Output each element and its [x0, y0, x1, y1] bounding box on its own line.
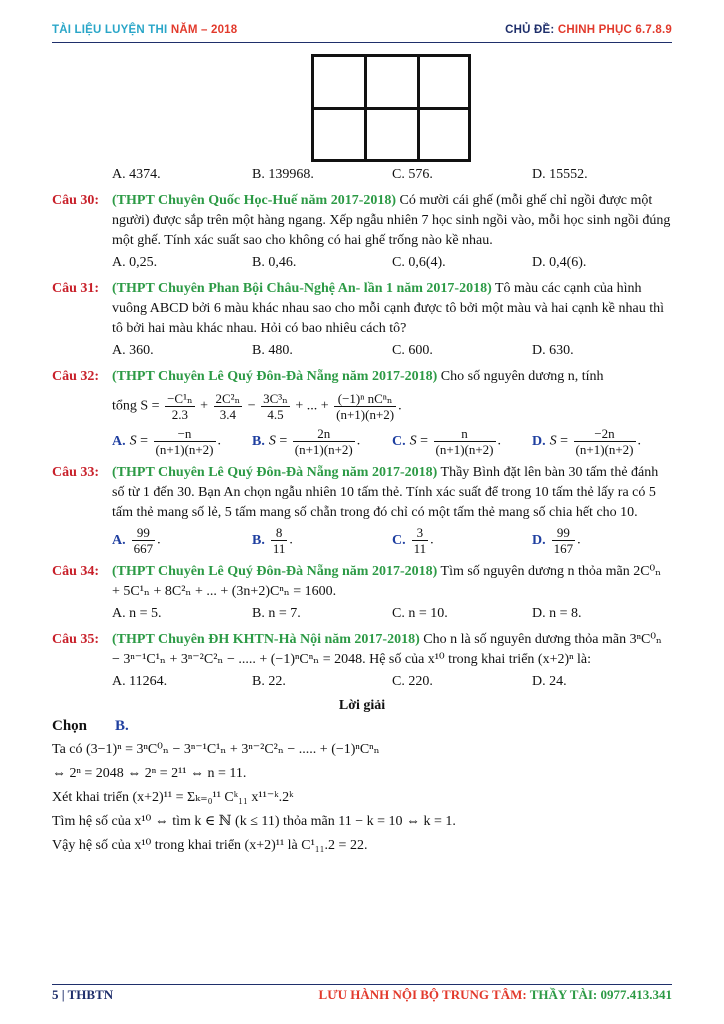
q31-option-d: D. 630.	[532, 343, 574, 358]
q30-option-d: D. 0,4(6).	[532, 255, 587, 270]
q29-option-a: A. 4374.	[112, 167, 161, 182]
q35-option-d: D. 24.	[532, 674, 567, 689]
solution-body	[52, 740, 672, 856]
header-series: TÀI LIỆU LUYỆN THI NĂM – 2018	[52, 24, 238, 36]
q33-option-c: C. $\frac{3}{11}$ .	[392, 525, 434, 556]
question-33: Câu 33: (THPT Chuyên Lê Quý Đôn-Đà Nẵng năm 2017-2018) Thầy Bình đặt lên bàn 30 tấm thẻ đánh số từ 1 đến 30. Bạn An chọn ngẫu nhiên 10 tấm thẻ. Tính xác suất để trong 10 tấm thẻ lấy ra có 5 tấm thẻ mang số lẻ, 5 tấm mang số chẵn trong đó chỉ có một tấm thẻ mang số chia hết cho 10.	[52, 465, 659, 520]
footer-notice: LƯU HÀNH NỘI BỘ TRUNG TÂM: THẦY TÀI: 0977.413.341	[318, 987, 672, 1002]
q35-source: (THPT Chuyên ĐH KHTN-Hà Nội năm 2017-2018)	[112, 632, 420, 647]
q33-source: (THPT Chuyên Lê Quý Đôn-Đà Nẵng năm 2017-2018)	[112, 465, 438, 480]
footer-phone: THẦY TÀI: 0977.413.341	[529, 987, 672, 1002]
q34-text: Tìm số nguyên dương n thỏa mãn 2C⁰ₙ + 5C¹ₙ + 8C²ₙ + ... + (3n+2)Cⁿₙ = 1600.	[112, 564, 662, 599]
question-32: Câu 32: (THPT Chuyên Lê Quý Đôn-Đà Nẵng năm 2017-2018) Cho số nguyên dương n, tính tổng S = $\frac{\text{−C¹ₙ}}{2.3}$ + $\frac{\text{2C²ₙ}}{3.4}$ − $\frac{\text{3C³ₙ}}{4.5}$ + ... + $\frac{\text{(−1)ⁿ nCⁿₙ}}{(n+1)(n+2)}$ .	[52, 367, 672, 422]
solution-line-3: Xét khai triển (x+2)¹¹ = Σₖ₌₀¹¹ Cᵏ₁₁ x¹¹⁻ᵏ.2ᵏ	[52, 790, 294, 805]
q31-text: Tô màu các cạnh của hình vuông ABCD bởi 6 màu khác nhau sao cho mỗi cạnh được tô bởi một màu và hai cạnh kề nhau thì tô bởi hai màu khác nhau. Hỏi có bao nhiêu cách tô?	[112, 281, 664, 336]
q34-option-d: D. n = 8.	[532, 606, 582, 621]
question-35: Câu 35: (THPT Chuyên ĐH KHTN-Hà Nội năm 2017-2018) Cho n là số nguyên dương thỏa mãn 3ⁿC⁰ₙ − 3ⁿ⁻¹C¹ₙ + 3ⁿ⁻²C²ₙ − ..... + (−1)ⁿCⁿₙ = 2048. Hệ số của x¹⁰ trong khai triển (x+2)ⁿ là:	[52, 632, 662, 667]
q35-options	[52, 672, 672, 692]
q31-option-c: C. 600.	[392, 343, 433, 358]
q30-option-b: B. 0,46.	[252, 255, 297, 270]
q32-option-a: A. S = $\frac{-n}{(n+1)(n+2)}$ .	[112, 426, 222, 457]
question-31: Câu 31: (THPT Chuyên Phan Bội Châu-Nghệ An- lần 1 năm 2017-2018) Tô màu các cạnh của hình vuông ABCD bởi 6 màu khác nhau sao cho mỗi cạnh được tô bởi một màu và hai cạnh kề nhau thì tô bởi hai màu khác nhau. Hỏi có bao nhiêu cách tô?	[52, 281, 664, 336]
page-content	[52, 165, 672, 860]
q29-option-c: C. 576.	[392, 167, 433, 182]
q33-option-a: A. $\frac{99}{667}$ .	[112, 525, 161, 556]
question-34: Câu 34: (THPT Chuyên Lê Quý Đôn-Đà Nẵng năm 2017-2018) Tìm số nguyên dương n thỏa mãn 2C⁰ₙ + 5C¹ₙ + 8C²ₙ + ... + (3n+2)Cⁿₙ = 1600.	[52, 564, 662, 599]
q33-option-b: B. $\frac{8}{11}$ .	[252, 525, 293, 556]
grid-figure	[311, 54, 471, 162]
solution-line-1: Ta có (3−1)ⁿ = 3ⁿC⁰ₙ − 3ⁿ⁻¹C¹ₙ + 3ⁿ⁻²C²ₙ − ..... + (−1)ⁿCⁿₙ	[52, 742, 380, 757]
q31-option-a: A. 360.	[112, 343, 154, 358]
page-header	[52, 20, 672, 43]
q34-options	[52, 604, 672, 624]
q32-option-b: B. S = $\frac{2n}{(n+1)(n+2)}$ .	[252, 426, 361, 457]
q34-option-c: C. n = 10.	[392, 606, 448, 621]
q32-options	[52, 426, 672, 457]
solution-line-5: Vậy hệ số của x¹⁰ trong khai triển (x+2)¹¹ là C¹₁₁.2 = 22.	[52, 838, 368, 853]
q32-sum: tổng S = $\frac{\text{−C¹ₙ}}{2.3}$ + $\frac{\text{2C²ₙ}}{3.4}$ − $\frac{\text{3C³ₙ}}{4.5}$ + ... + $\frac{\text{(−1)ⁿ nCⁿₙ}}{(n+1)(n+2)}$ .	[112, 391, 402, 422]
q30-source: (THPT Chuyên Quốc Học-Huế năm 2017-2018)	[112, 193, 397, 208]
q32-text: Cho số nguyên dương n, tính	[437, 369, 604, 384]
q30-options	[52, 253, 672, 273]
header-topic: CHỦ ĐỀ: CHINH PHỤC 6.7.8.9	[505, 24, 672, 36]
q30-option-a: A. 0,25.	[112, 255, 158, 270]
q35-option-b: B. 22.	[252, 674, 286, 689]
q29-options	[52, 165, 672, 185]
chosen-answer: Chọn B.	[52, 718, 129, 734]
solution-line-2: ⇔ 2ⁿ = 2048 ⇔ 2ⁿ = 2¹¹ ⇔ n = 11.	[52, 766, 247, 781]
page-number: 5 | THBTN	[52, 987, 114, 1002]
q33-options	[52, 525, 672, 556]
q30-option-c: C. 0,6(4).	[392, 255, 446, 270]
question-30: Câu 30: (THPT Chuyên Quốc Học-Huế năm 2017-2018) Có mười cái ghế (mỗi ghế chỉ ngồi được một người) được sắp trên một hàng ngang. Xếp ngẫu nhiên 7 học sinh ngồi vào, mỗi học sinh ngồi đúng một ghế. Tính xác suất sao cho không có hai ghế trống nào kề nhau.	[52, 193, 671, 248]
q33-option-d: D. $\frac{99}{167}$ .	[532, 525, 581, 556]
q30-text: Có mười cái ghế (mỗi ghế chỉ ngồi được một người) được sắp trên một hàng ngang. Xếp ngẫu nhiên 7 học sinh ngồi vào, mỗi học sinh ngồi đúng một ghế. Tính xác suất sao cho không có hai ghế trống nào kề nhau.	[112, 193, 671, 248]
q35-option-c: C. 220.	[392, 674, 433, 689]
q32-option-c: C. S = $\frac{n}{(n+1)(n+2)}$ .	[392, 426, 502, 457]
q34-source: (THPT Chuyên Lê Quý Đôn-Đà Nẵng năm 2017-2018)	[112, 564, 438, 579]
q31-options	[52, 341, 672, 361]
solution-title: Lời giải	[338, 698, 386, 713]
q32-option-d: D. S = $\frac{-2n}{(n+1)(n+2)}$ .	[532, 426, 642, 457]
q29-option-d: D. 15552.	[532, 167, 588, 182]
q32-source: (THPT Chuyên Lê Quý Đôn-Đà Nẵng năm 2017-2018)	[112, 369, 438, 384]
q35-text: Cho n là số nguyên dương thỏa mãn 3ⁿC⁰ₙ − 3ⁿ⁻¹C¹ₙ + 3ⁿ⁻²C²ₙ − ..... + (−1)ⁿCⁿₙ = 2048. Hệ số của x¹⁰ trong khai triển (x+2)ⁿ là:	[112, 632, 662, 667]
q33-text: Thầy Bình đặt lên bàn 30 tấm thẻ đánh số từ 1 đến 30. Bạn An chọn ngẫu nhiên 10 tấm thẻ. Tính xác suất để trong 10 tấm thẻ lấy ra có 5 tấm thẻ mang số lẻ, 5 tấm mang số chẵn trong đó chỉ có một tấm thẻ mang số chia hết cho 10.	[112, 465, 659, 520]
q34-option-b: B. n = 7.	[252, 606, 301, 621]
page-footer	[52, 984, 672, 1005]
q34-option-a: A. n = 5.	[112, 606, 162, 621]
solution-line-4: Tìm hệ số của x¹⁰ ⇔ tìm k ∈ ℕ (k ≤ 11) thỏa mãn 11 − k = 10 ⇔ k = 1.	[52, 814, 456, 829]
q31-option-b: B. 480.	[252, 343, 293, 358]
q31-source: (THPT Chuyên Phan Bội Châu-Nghệ An- lần 1 năm 2017-2018)	[112, 281, 492, 296]
q35-option-a: A. 11264.	[112, 674, 168, 689]
q29-option-b: B. 139968.	[252, 167, 314, 182]
